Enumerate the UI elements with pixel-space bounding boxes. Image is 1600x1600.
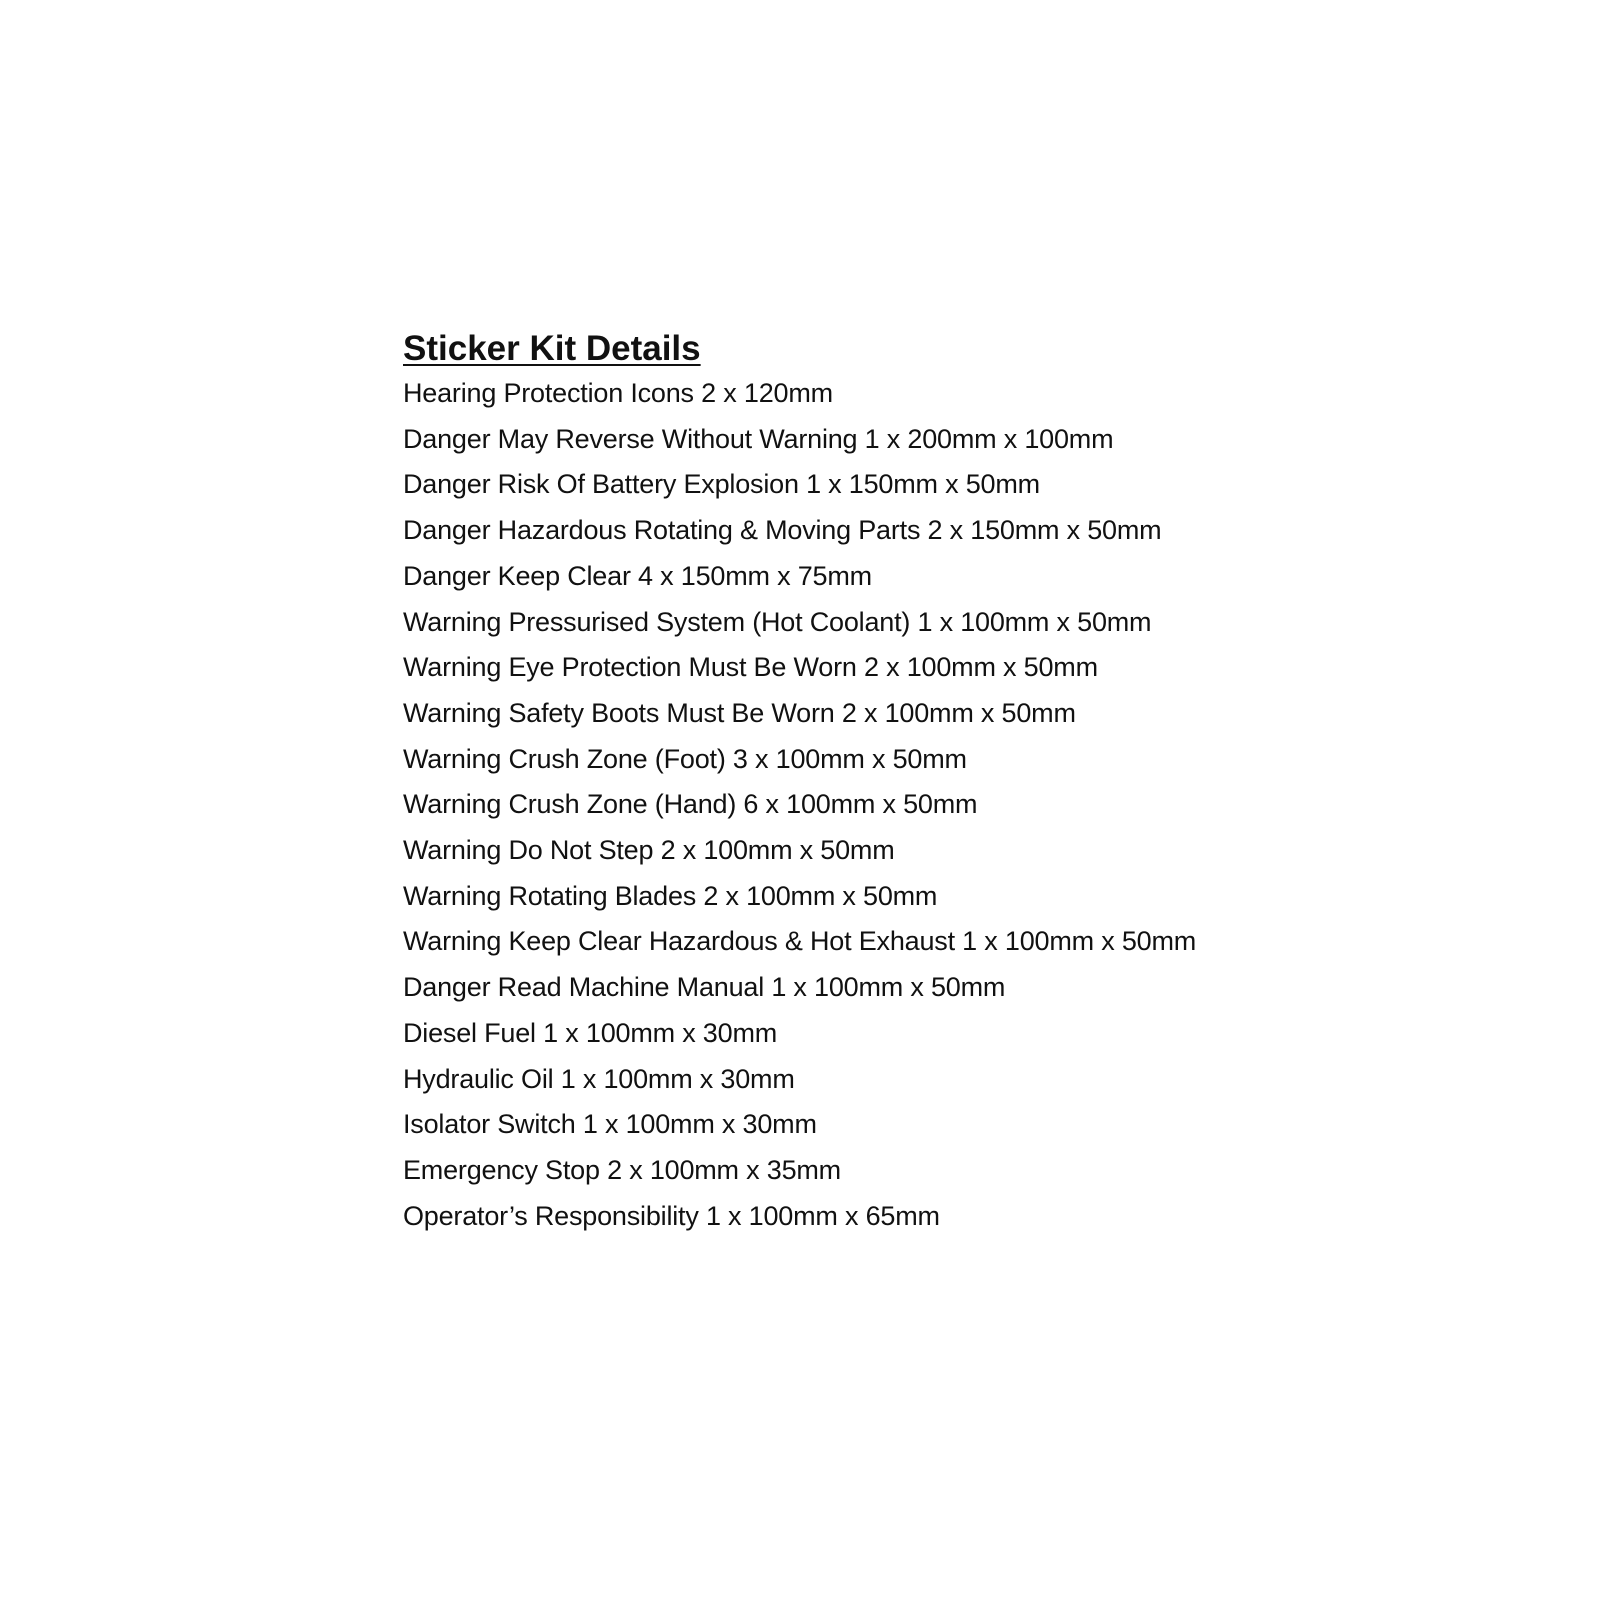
list-item: Warning Do Not Step 2 x 100mm x 50mm (403, 835, 895, 866)
list-item: Warning Eye Protection Must Be Worn 2 x 100mm x 50mm (403, 652, 1098, 683)
list-item: Operator’s Responsibility 1 x 100mm x 65mm (403, 1200, 940, 1231)
list-item: Warning Keep Clear Hazardous & Hot Exhaust 1 x 100mm x 50mm (403, 926, 1197, 957)
list-item: Danger May Reverse Without Warning 1 x 200mm x 100mm (403, 423, 1114, 454)
list-item: Danger Read Machine Manual 1 x 100mm x 50mm (403, 972, 1006, 1003)
list-item: Warning Crush Zone (Hand) 6 x 100mm x 50mm (403, 789, 978, 820)
list-item: Emergency Stop 2 x 100mm x 35mm (403, 1154, 841, 1185)
list-item: Danger Hazardous Rotating & Moving Parts 2 x 150mm x 50mm (403, 515, 1162, 546)
list-item: Isolator Switch 1 x 100mm x 30mm (403, 1109, 817, 1140)
list-item: Warning Crush Zone (Foot) 3 x 100mm x 50mm (403, 743, 967, 774)
list-item: Hearing Protection Icons 2 x 120mm (403, 378, 833, 408)
list-item: Warning Rotating Blades 2 x 100mm x 50mm (403, 880, 938, 911)
list-item: Warning Safety Boots Must Be Worn 2 x 100mm x 50mm (403, 697, 1076, 728)
list-item: Danger Risk Of Battery Explosion 1 x 150mm x 50mm (403, 469, 1040, 500)
sticker-kit-details (403, 326, 1553, 1239)
list-item: Danger Keep Clear 4 x 150mm x 75mm (403, 560, 872, 591)
list-item: Hydraulic Oil 1 x 100mm x 30mm (403, 1063, 795, 1094)
page-title: Sticker Kit Details (403, 329, 701, 368)
sticker-list (403, 371, 1553, 1239)
list-item: Diesel Fuel 1 x 100mm x 30mm (403, 1017, 778, 1048)
list-item: Warning Pressurised System (Hot Coolant) 1 x 100mm x 50mm (403, 606, 1152, 637)
